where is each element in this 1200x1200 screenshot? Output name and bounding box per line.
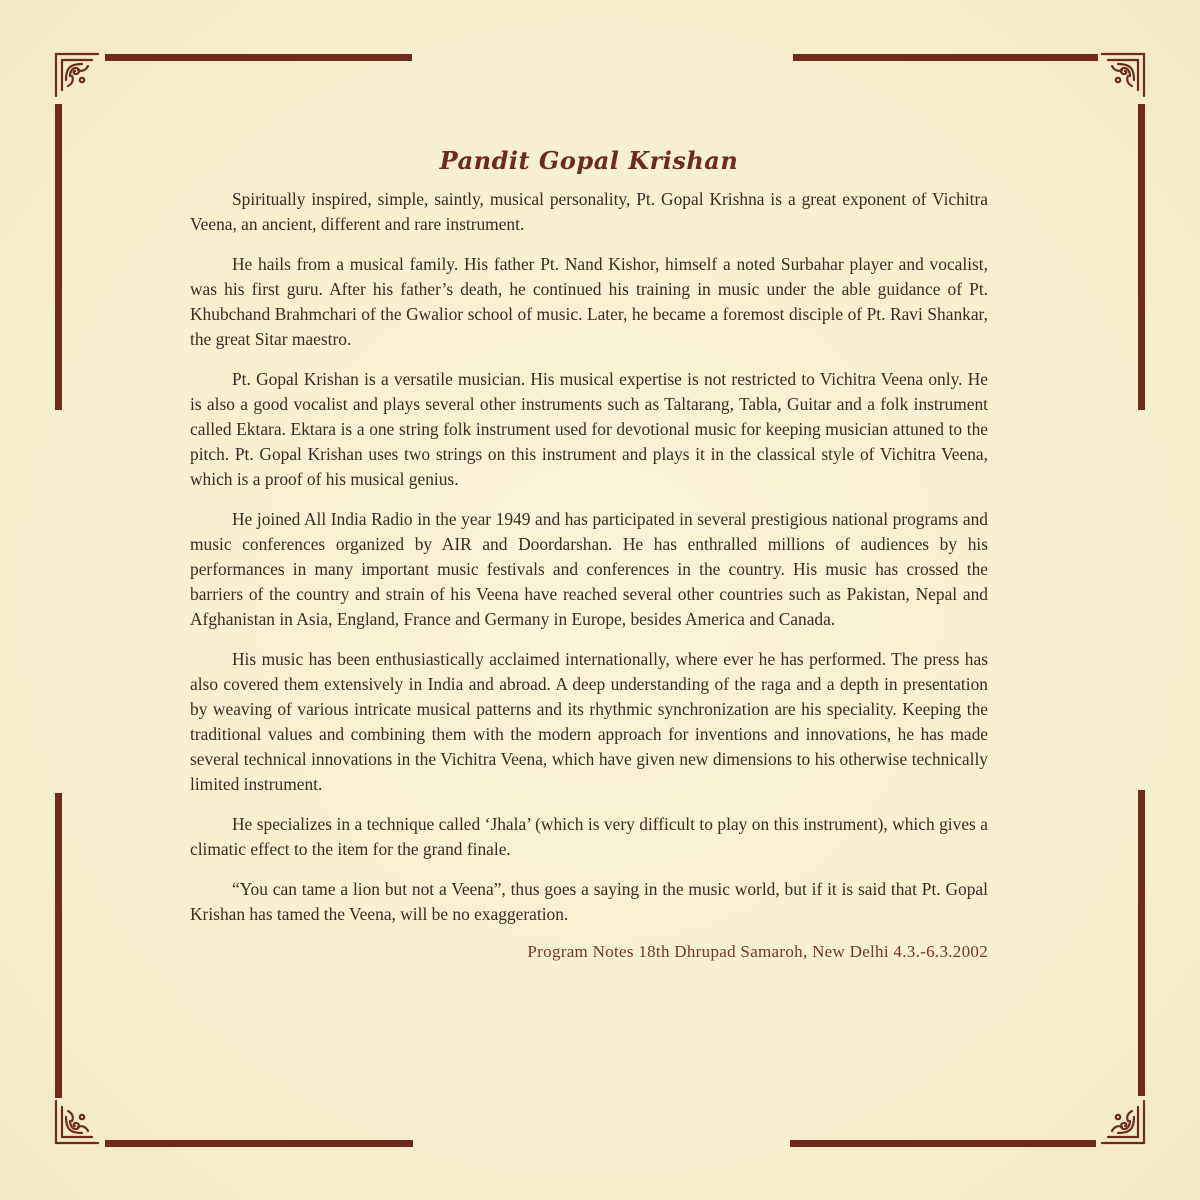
border-left-top-bar [55, 104, 62, 410]
paragraph-6: He specializes in a technique called ‘Jhala’ (which is very difficult to play on this instrument), which gives a climatic effect to the item for the grand finale. [190, 814, 988, 859]
paragraph-7: “You can tame a lion but not a Veena”, thus goes a saying in the music world, but if it is said that Pt. Gopal Krishan has tamed the Veena, will be no exaggeration. [190, 879, 988, 924]
border-left-bottom-bar [55, 793, 62, 1098]
paragraph-2: He hails from a musical family. His father Pt. Nand Kishor, himself a noted Surbahar player and vocalist, was his first guru. After his father’s death, he continued his training in music under the able guidance of Pt. Khubchand Brahmchari of the Gwalior school of music. Later, he became a foremost disciple of Pt. Ravi Shankar, the great Sitar maestro. [190, 254, 988, 349]
border-top-left-bar [105, 54, 412, 61]
border-bottom-right-bar [790, 1140, 1096, 1147]
paragraph-4: He joined All India Radio in the year 1949 and has participated in several prestigious national programs and music conferences organized by AIR and Doordarshan. He has enthralled millions of audiences by his performances in many important music festivals and conferences in the country. His music has crossed the barriers of the country and strain of his Veena have reached several other countries such as Pakistan, Nepal and Afghanistan in Asia, England, France and Germany in Europe, besides America and Canada. [190, 509, 988, 629]
ornamental-corner-icon [52, 50, 100, 98]
page-title: Pandit Gopal Krishan [439, 146, 739, 175]
border-top-right-bar [793, 54, 1098, 61]
paragraph-3: Pt. Gopal Krishan is a versatile musician. His musical expertise is not restricted to Vichitra Veena only. He is also a good vocalist and plays several other instruments such as Taltarang, Tabla, Guitar and a folk instrument called Ektara. Ektara is a one string folk instrument used for devotional music for keeping musician attuned to the pitch. Pt. Gopal Krishan uses two strings on this instrument and plays it in the classical style of Vichitra Veena, which is a proof of his musical genius. [190, 369, 988, 489]
article-body [190, 146, 988, 962]
border-bottom-left-bar [105, 1140, 413, 1147]
ornamental-corner-icon [52, 1099, 100, 1147]
paragraph-1: Spiritually inspired, simple, saintly, musical personality, Pt. Gopal Krishna is a great exponent of Vichitra Veena, an ancient, different and rare instrument. [190, 189, 988, 234]
ornamental-corner-icon [1100, 50, 1148, 98]
border-right-top-bar [1138, 104, 1145, 410]
source-citation: Program Notes 18th Dhrupad Samaroh, New Delhi 4.3.-6.3.2002 [527, 942, 988, 961]
border-right-bottom-bar [1138, 790, 1145, 1096]
ornamental-corner-icon [1100, 1099, 1148, 1147]
paragraph-5: His music has been enthusiastically acclaimed internationally, where ever he has performed. The press has also covered them extensively in India and abroad. A deep understanding of the raga and a depth in presentation by weaving of various intricate musical patterns and its rhythmic synchronization are his speciality. Keeping the traditional values and combining them with the modern approach for inventions and innovations, he has made several technical innovations in the Vichitra Veena, which have given new dimensions to his otherwise technically limited instrument. [190, 649, 988, 794]
